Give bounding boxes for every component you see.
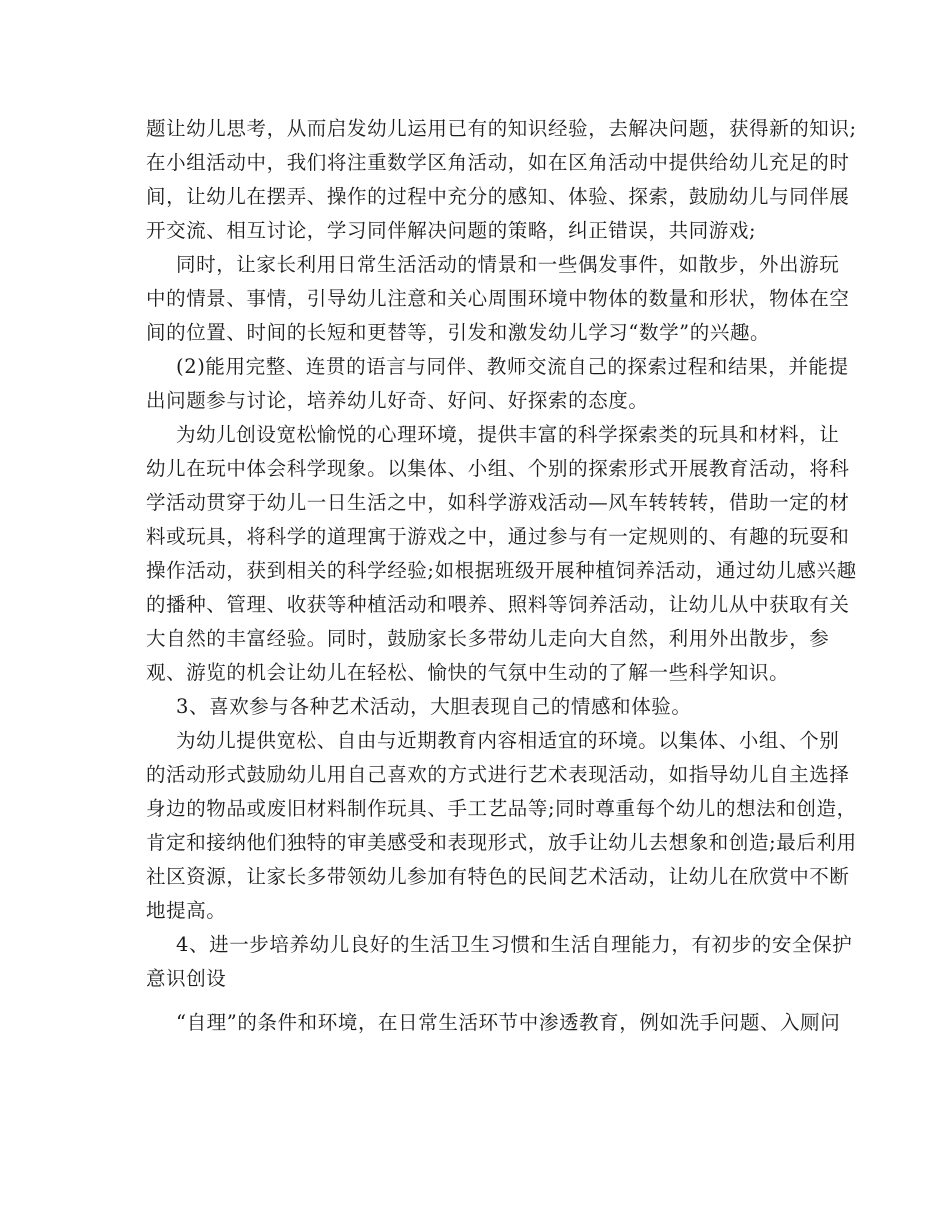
text-line: 的播种、管理、收获等种植活动和喂养、照料等饲养活动，让幼儿从中获取有关 <box>146 593 850 616</box>
text-line: (2)能用完整、连贯的语言与同伴、教师交流自己的探索过程和结果，并能提 <box>176 355 849 378</box>
text-line: 为幼儿提供宽松、自由与近期教育内容相适宜的环境。以集体、小组、个别 <box>176 729 840 752</box>
text-line: 大自然的丰富经验。同时，鼓励家长多带幼儿走向大自然，利用外出散步，参 <box>146 627 830 650</box>
text-line: 为幼儿创设宽松愉悦的心理环境，提供丰富的科学探索类的玩具和材料，让 <box>176 423 840 446</box>
text-line: 在小组活动中，我们将注重数学区角活动，如在区角活动中提供给幼儿充足的时 <box>146 151 850 174</box>
text-line: 同时，让家长利用日常生活活动的情景和一些偶发事件，如散步，外出游玩 <box>176 253 840 276</box>
text-line: 中的情景、事情，引导幼儿注意和关心周围环境中物体的数量和形状，物体在空 <box>146 287 850 310</box>
text-line: 出问题参与讨论，培养幼儿好奇、好问、好探索的态度。 <box>146 389 649 412</box>
text-line: 肯定和接纳他们独特的审美感受和表现形式，放手让幼儿去想象和创造;最后利用 <box>146 831 857 854</box>
text-line: 间，让幼儿在摆弄、操作的过程中充分的感知、体验、探索，鼓励幼儿与同伴展 <box>146 185 850 208</box>
text-line: 社区资源，让家长多带领幼儿参加有特色的民间艺术活动，让幼儿在欣赏中不断 <box>146 865 850 888</box>
text-line: 料或玩具，将科学的道理寓于游戏之中，通过参与有一定规则的、有趣的玩耍和 <box>146 525 850 548</box>
text-line: 观、游览的机会让幼儿在轻松、愉快的气氛中生动的了解一些科学知识。 <box>146 661 790 684</box>
text-line: 间的位置、时间的长短和更替等，引发和激发幼儿学习“数学”的兴趣。 <box>146 321 771 344</box>
text-line: 身边的物品或废旧材料制作玩具、手工艺品等;同时尊重每个幼儿的想法和创造， <box>146 797 857 820</box>
text-line: 开交流、相互讨论，学习同伴解决问题的策略，纠正错误，共同游戏; <box>146 219 757 242</box>
text-line: 操作活动，获到相关的科学经验;如根据班级开展种植饲养活动，通过幼儿感兴趣 <box>146 559 857 582</box>
text-line: “自理”的条件和环境，在日常生活环节中渗透教育，例如洗手问题、入厕问 <box>176 1011 841 1034</box>
text-line: 意识创设 <box>146 967 227 990</box>
text-line: 学活动贯穿于幼儿一日生活之中，如科学游戏活动—风车转转转，借助一定的材 <box>146 491 850 514</box>
text-line: 4、进一步培养幼儿良好的生活卫生习惯和生活自理能力，有初步的安全保护 <box>176 933 853 956</box>
text-line: 题让幼儿思考，从而启发幼儿运用已有的知识经验，去解决问题，获得新的知识; <box>146 117 857 140</box>
text-line: 地提高。 <box>146 899 227 922</box>
text-line: 3、喜欢参与各种艺术活动，大胆表现自己的情感和体验。 <box>176 695 692 718</box>
text-line: 幼儿在玩中体会科学现象。以集体、小组、个别的探索形式开展教育活动，将科 <box>146 457 850 480</box>
text-line: 的活动形式鼓励幼儿用自己喜欢的方式进行艺术表现活动，如指导幼儿自主选择 <box>146 763 850 786</box>
